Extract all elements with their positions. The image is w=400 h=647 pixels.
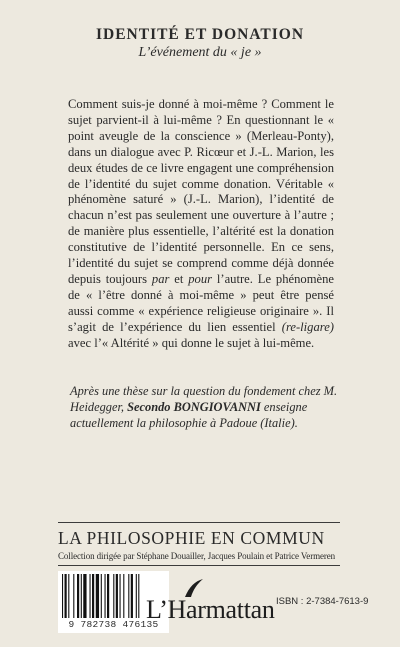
isbn: ISBN : 2-7384-7613-9 (276, 596, 369, 607)
series-direction: Collection dirigée par Stéphane Douailler, Jacques Poulain et Patrice Vermeren (58, 551, 336, 561)
blurb-pour: pour (188, 271, 213, 286)
blurb-par: par (151, 271, 170, 286)
blurb-text: Comment suis-je donné à moi-même ? Comment le sujet parvient-il à lui-même ? En questionnant le « point aveugle de la conscience » (Merleau-Ponty), dans un dialogue avec P. Ricœur et J.-L. Marion, les deux études de ce livre engagent une compréhension de l’identité du sujet comme donation. Véritable « phénomène saturé » (J.-L. Marion), l’identité de chacun n’est pas seulement une ouverture à l’autre ; de manière plus essentielle, l’altérité est la donation constitutive de l’identité personnelle. En ce sens, l’identité du sujet se comprend comme déjà donnée depuis toujours (68, 97, 334, 286)
blurb-text-3: avec l’« Altérité » qui donne le sujet à lui-même. (68, 335, 315, 350)
book-title: IDENTITÉ ET DONATION (95, 26, 305, 43)
author-bio (70, 384, 338, 431)
author-name: Secondo BONGIOVANNI (127, 399, 261, 414)
blurb-et: et (169, 271, 189, 286)
author-bio-a: Après une thèse sur la question du fondement chez M. Heidegger, (70, 384, 338, 414)
publisher-logo: L’Harmattan (146, 595, 275, 624)
blurb-paragraph (68, 97, 334, 352)
series-top-rule (58, 522, 340, 523)
series-bottom-rule (58, 565, 340, 566)
series-name: LA PHILOSOPHIE EN COMMUN (58, 528, 325, 548)
blurb-religare: (re-ligare) (281, 319, 334, 334)
book-subtitle: L’événement du « je » (138, 45, 262, 60)
blurb-text-2: l’autre. Le phénomène de « l’être donné à moi-même » peut être pensé aussi comme « expérience religieuse originaire ». Il s’agit de l’expérience du lien essentiel (68, 271, 334, 334)
author-bio-b: enseigne actuellement la philosophie à Padoue (Italie). (70, 399, 308, 430)
barcode-number: 9 782738 476135 (68, 619, 159, 630)
